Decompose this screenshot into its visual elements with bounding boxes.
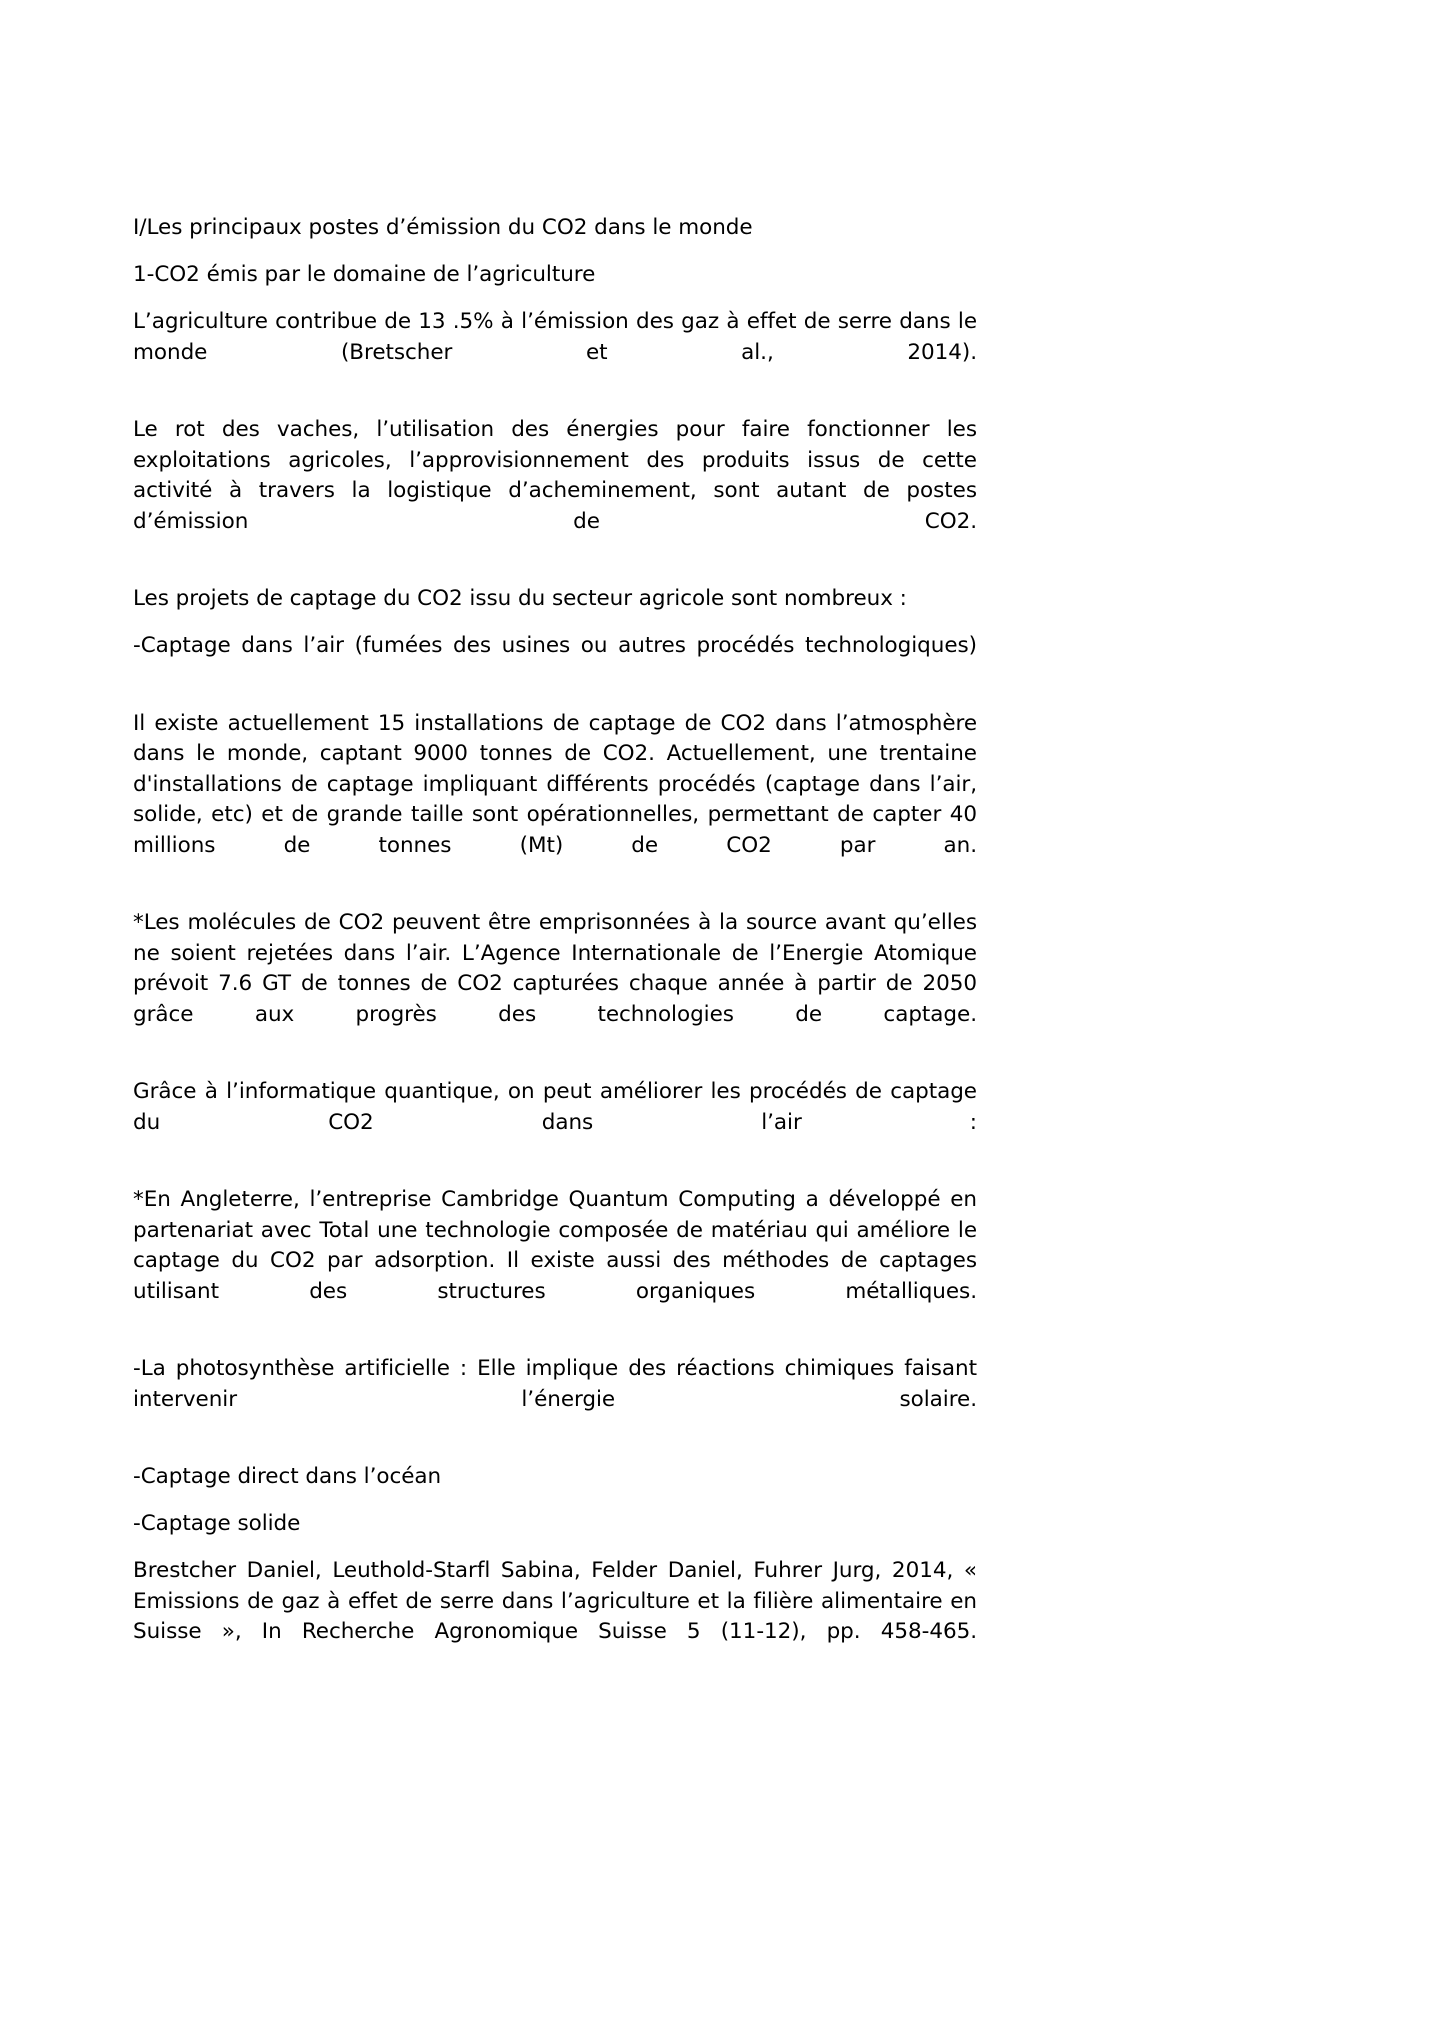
bullet-capture-in-air: -Captage dans l’air (fumées des usines ou autres procédés technologiques) <box>133 633 977 658</box>
paragraph-quantum-computing-intro: Grâce à l’informatique quantique, on peut améliorer les procédés de captage du CO2 dans l’air : <box>133 1079 977 1135</box>
subsection-heading-co2-agriculture: 1-CO2 émis par le domaine de l’agriculture <box>133 262 596 287</box>
bullet-solid-capture: -Captage solide <box>133 1511 301 1536</box>
paragraph-agriculture-contribution: L’agriculture contribue de 13 .5% à l’émission des gaz à effet de serre dans le monde (Bretscher et al., 2014). <box>133 309 977 365</box>
paragraph-existing-installations: Il existe actuellement 15 installations de captage de CO2 dans l’atmosphère dans le monde, captant 9000 tonnes de CO2. Actuellement, une trentaine d'installations de captage impliquant différents procédés (captage dans l’air, solide, etc) et de grande taille sont opérationnelles, permettant de capter 40 millions de tonnes (Mt) de CO2 par an. <box>133 710 977 858</box>
section-heading-main-emission-posts: I/Les principaux postes d’émission du CO2 dans le monde <box>133 215 753 240</box>
paragraph-co2-molecules-trapping: *Les molécules de CO2 peuvent être emprisonnées à la source avant qu’elles ne soient rejetées dans l’air. L’Agence Internationale de l’Energie Atomique prévoit 7.6 GT de tonnes de CO2 capturées chaque année à partir de 2050 grâce aux progrès des technologies de captage. <box>133 910 977 1027</box>
paragraph-cambridge-quantum-computing: *En Angleterre, l’entreprise Cambridge Quantum Computing a développé en partenariat avec Total une technologie composée de matériau qui améliore le captage du CO2 par adsorption. Il existe aussi des méthodes de captages utilisant des structures organiques métalliques. <box>133 1187 977 1304</box>
paragraph-emission-sources: Le rot des vaches, l’utilisation des énergies pour faire fonctionner les exploitations agricoles, l’approvisionnement des produits issus de cette activité à travers la logistique d’acheminement, sont autant de postes d’émission de CO2. <box>133 417 977 534</box>
paragraph-bibliographic-reference: Brestcher Daniel, Leuthold-Starfl Sabina, Felder Daniel, Fuhrer Jurg, 2014, « Emissions de gaz à effet de serre dans l’agriculture et la filière alimentaire en Suisse », In Recherche Agronomique Suisse 5 (11-12), pp. 458-465. <box>133 1558 977 1644</box>
document-body <box>133 213 977 1695</box>
bullet-artificial-photosynthesis: -La photosynthèse artificielle : Elle implique des réactions chimiques faisant intervenir l’énergie solaire. <box>133 1356 977 1412</box>
paragraph-capture-projects-intro: Les projets de captage du CO2 issu du secteur agricole sont nombreux : <box>133 586 907 611</box>
bullet-direct-ocean-capture: -Captage direct dans l’océan <box>133 1464 442 1489</box>
